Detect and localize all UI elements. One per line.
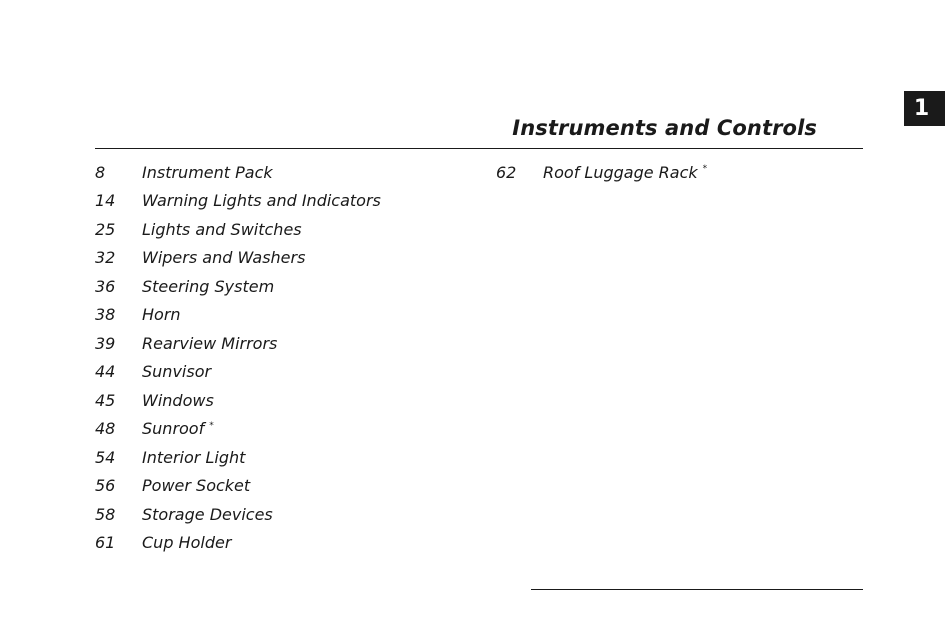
toc-page-number: 39 [95,333,116,353]
toc-entry-title: Rearview Mirrors [142,333,278,353]
toc-page-number: 14 [95,191,116,211]
toc-entry-title: Cup Holder [142,533,232,553]
toc-page-number: 38 [95,305,116,325]
toc-entry-title: Instrument Pack [142,162,273,182]
toc-page-number: 48 [95,419,116,439]
toc-page-number: 32 [95,248,116,268]
toc-entry-title: Wipers and Washers [142,248,306,268]
toc-entry-title: Sunvisor [142,362,212,382]
toc-entry-title: Storage Devices [142,504,273,524]
toc-page-number: 61 [95,533,116,553]
toc-entry-title: Interior Light [142,447,246,467]
header-divider [95,148,863,149]
toc-entry[interactable] [496,158,707,187]
footnote-marker: * [209,420,214,431]
toc-entry-title: Power Socket [142,476,251,496]
toc-column-left [95,158,381,557]
page-title: Instruments and Controls [512,116,817,140]
chapter-number: 1 [913,96,930,121]
toc-entry-title: Sunroof [142,419,205,439]
toc-entry-title: Roof Luggage Rack [543,162,698,182]
footnote-marker: * [702,164,708,175]
toc-entry[interactable] [95,472,381,501]
toc-entry[interactable] [95,386,381,415]
toc-entry-title: Horn [142,305,181,325]
toc-page-number: 25 [95,219,116,239]
toc-entry-title: Steering System [142,276,275,296]
toc-entry[interactable] [95,158,381,187]
toc-entry-title: Windows [142,390,214,410]
chapter-tab [904,91,945,126]
toc-page-number: 62 [496,162,517,182]
toc-page-number: 56 [95,476,116,496]
toc-entry-title: Lights and Switches [142,219,302,239]
toc-entry-title: Warning Lights and Indicators [142,191,381,211]
toc-page-number: 58 [95,504,116,524]
toc-entry[interactable] [95,500,381,529]
toc-entry[interactable] [95,529,381,558]
toc-page-number: 44 [95,362,116,382]
toc-entry[interactable] [95,358,381,387]
toc-entry[interactable] [95,272,381,301]
toc-page-number: 54 [95,447,116,467]
toc-entry[interactable] [95,187,381,216]
toc-entry[interactable] [95,443,381,472]
toc-entry[interactable] [95,415,381,444]
toc-page-number: 36 [95,276,116,296]
footer-divider [531,589,863,590]
toc-column-right [496,158,707,187]
toc-entry[interactable] [95,301,381,330]
toc-page-number: 45 [95,390,116,410]
toc-entry[interactable] [95,329,381,358]
toc-entry[interactable] [95,215,381,244]
toc-entry[interactable] [95,244,381,273]
toc-page-number: 8 [95,162,106,182]
